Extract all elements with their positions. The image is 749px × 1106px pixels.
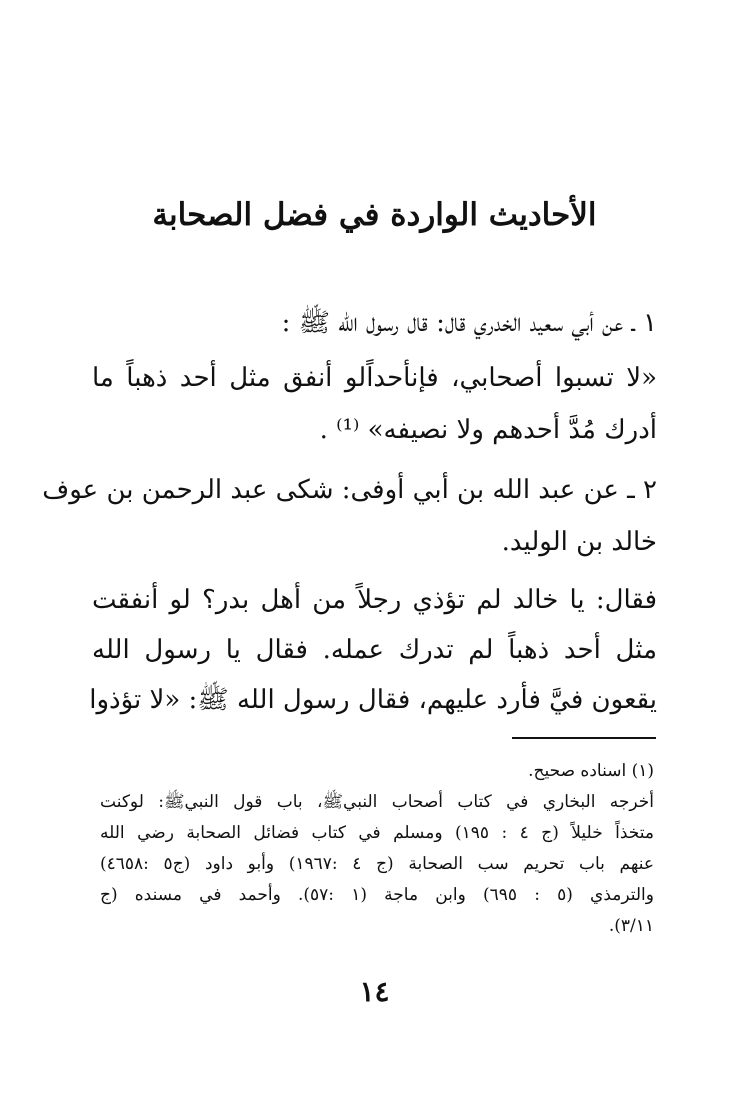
footnote-line: ٣/١١).: [608, 916, 654, 936]
footnote-line: متخذاً خليلاً (ج ٤ : ١٩٥) ومسلم في كتاب فضائل الصحابة رضي الله: [100, 823, 654, 843]
footnote-line: أخرجه البخاري في كتاب أصحاب النبيﷺ، باب قول النبيﷺ: لوكنت: [100, 792, 654, 812]
hadith-1-text-line: «لا تسبوا أصحابي، فإنأحداًلو أنفق مثل أحد ذهباً ما: [92, 363, 657, 393]
footnote-line: والترمذي (٥ : ٦٩٥) وابن ماجة (١ :٥٧). وأحمد في مسنده (ج: [100, 885, 654, 905]
hadith-2-intro-line: ٢ ـ عن عبد الله بن أبي أوفى: شكى عبد الرحمن بن عوف: [42, 475, 657, 505]
hadith-2-text-line: يقعون فيَّ فأرد عليهم، فقال رسول الله ﷺ: «لا تؤذوا: [89, 685, 657, 715]
hadith-1-text-line: أدرك مُدَّ أحدهم ولا نصيفه» ⁽¹⁾ .: [319, 415, 657, 445]
page-number: ١٤: [359, 975, 390, 1008]
hadith-1-intro: ١ ـ عن أبي سعيد الخدري قال: قال رسول الله ﷺ :: [281, 308, 657, 338]
footnote-line: عنهم باب تحريم سب الصحابة (ج ٤ :١٩٦٧) وأبو داود (ج٥ :٤٦٥٨): [100, 854, 654, 874]
footnote-separator: [512, 737, 656, 739]
hadith-2-text-line: فقال: يا خالد لم تؤذي رجلاً من أهل بدر؟ لو أنفقت: [92, 585, 657, 615]
hadith-2-intro-line: خالد بن الوليد.: [501, 527, 657, 557]
hadith-2-text-line: مثل أحد ذهباً لم تدرك عمله. فقال يا رسول الله: [92, 635, 657, 665]
page-title: الأحاديث الواردة في فضل الصحابة: [152, 197, 597, 233]
footnote-line: (١) اسناده صحيح.: [528, 761, 654, 781]
